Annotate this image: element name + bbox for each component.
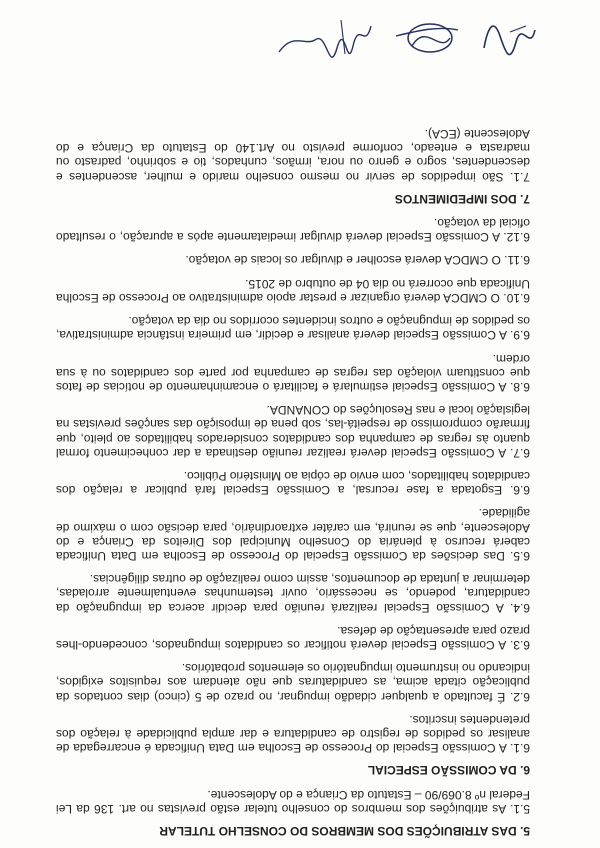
paragraph-6-9: 6.9. A Comissão Especial deverá analisar e decidir, em primeira instância administrativa, os pedidos de impugnação e outros incidentes ocorridos no dia da votação. (56, 314, 530, 343)
section-heading-atribuicoes: 5. DAS ATRIBUIÇÕES DOS MEMBROS DO CONSELHO TUTELAR (159, 824, 530, 838)
signature-3 (275, 15, 375, 60)
paragraph-6-2: 6.2. É facultado a qualquer cidadão impugnar, no prazo de 5 (cinco) dias contados da publicação citada acima, as candidaturas que não atendam aos requisitos exigidos, indicando no instrumento impugnatório os elementos probatórios. (56, 661, 530, 704)
paragraph-6-10: 6.10. O CMDCA deverá organizar e prestar apoio administrativo ao Processo de Escolha Unificada que ocorrerá no dia 04 de outubro de 2015. (56, 276, 530, 305)
paragraph-6-7: 6.7. A Comissão Especial deverá realizar reunião destinada a dar conhecimento formal quanto às regras de campanha dos candidatos considerados habilitados ao pleito, que firmarão compromisso de respeitá-las, sob pena de imposição das sanções previstas na legislação local e nas Resoluções do CONANDA. (56, 403, 530, 460)
paragraph-6-6: 6.6. Esgotada a fase recursal, a Comissão Especial fará publicar a relação dos candidatos habilitados, com envio de cópia ao Ministério Público. (56, 468, 530, 498)
section-heading-comissao-especial: 6. DA COMISSÃO ESPECIAL (367, 763, 530, 778)
paragraph-6-11: 6.11. O CMDCA deverá escolher e divulgar os locais de votação. (185, 253, 530, 268)
paragraph-5-1: 5.1. As atribuições dos membros do conselho tutelar estão previstas no art. 136 da Lei Federal nº 8.069/90 – Estatuto da Criança e do Adolescente. (56, 787, 530, 816)
paragraph-6-5: 6.5. Das decisões da Comissão Especial do Processo de Escolha em Data Unificada caberá recurso à plenária do Conselho Municipal dos Direitos da Criança e do Adolescente, que se reunirá, em caráter extraordinário, para decisão com o máximo de agilidade. (56, 506, 530, 563)
paragraph-7-1: 7.1. São impedidos de servir no mesmo conselho marido e mulher, ascendentes e descendentes, sogro e genro ou nora, irmãos, cunhados, tio e sobrinho, padrasto ou madrasta e enteado, conforme previsto no Art.140 do Estatuto da Criança e do Adolescente (ECA). (56, 127, 530, 184)
paragraph-6-8: 6.8. A Comissão Especial estimulará e facilitará o encaminhamento de notícias de fatos que constituam violação das regras de campanha por parte dos candidatos ou à sua ordem. (56, 351, 530, 394)
document-body (56, 118, 530, 838)
paragraph-6-4: 6.4. A Comissão Especial realizará reunião para decidir acerca da impugnação da candidatura, podendo, se necessário, ouvir testemunhas eventualmente arroladas, determinar a juntada de documentos, assim como realização de outras diligências. (56, 572, 530, 615)
paragraph-6-12: 6.12. A Comissão Especial deverá divulgar imediatamente após a apuração, o resultado oficial da votação. (56, 216, 530, 245)
signature-2 (390, 15, 470, 60)
signatures-row (270, 15, 540, 60)
section-heading-impedimentos: 7. DOS IMPEDIMENTOS (394, 191, 530, 206)
signature-1 (480, 15, 540, 60)
paragraph-6-3: 6.3. A Comissão Especial deverá notificar os candidatos impugnados, concedendo-lhes prazo para apresentação de defesa. (56, 623, 530, 652)
paragraph-6-1: 6.1. A Comissão Especial do Processo de Escolha em Data Unificada é encarregada de analisar os pedidos de registro de candidatura e dar ampla publicidade à relação dos pretendentes inscritos. (56, 712, 530, 756)
